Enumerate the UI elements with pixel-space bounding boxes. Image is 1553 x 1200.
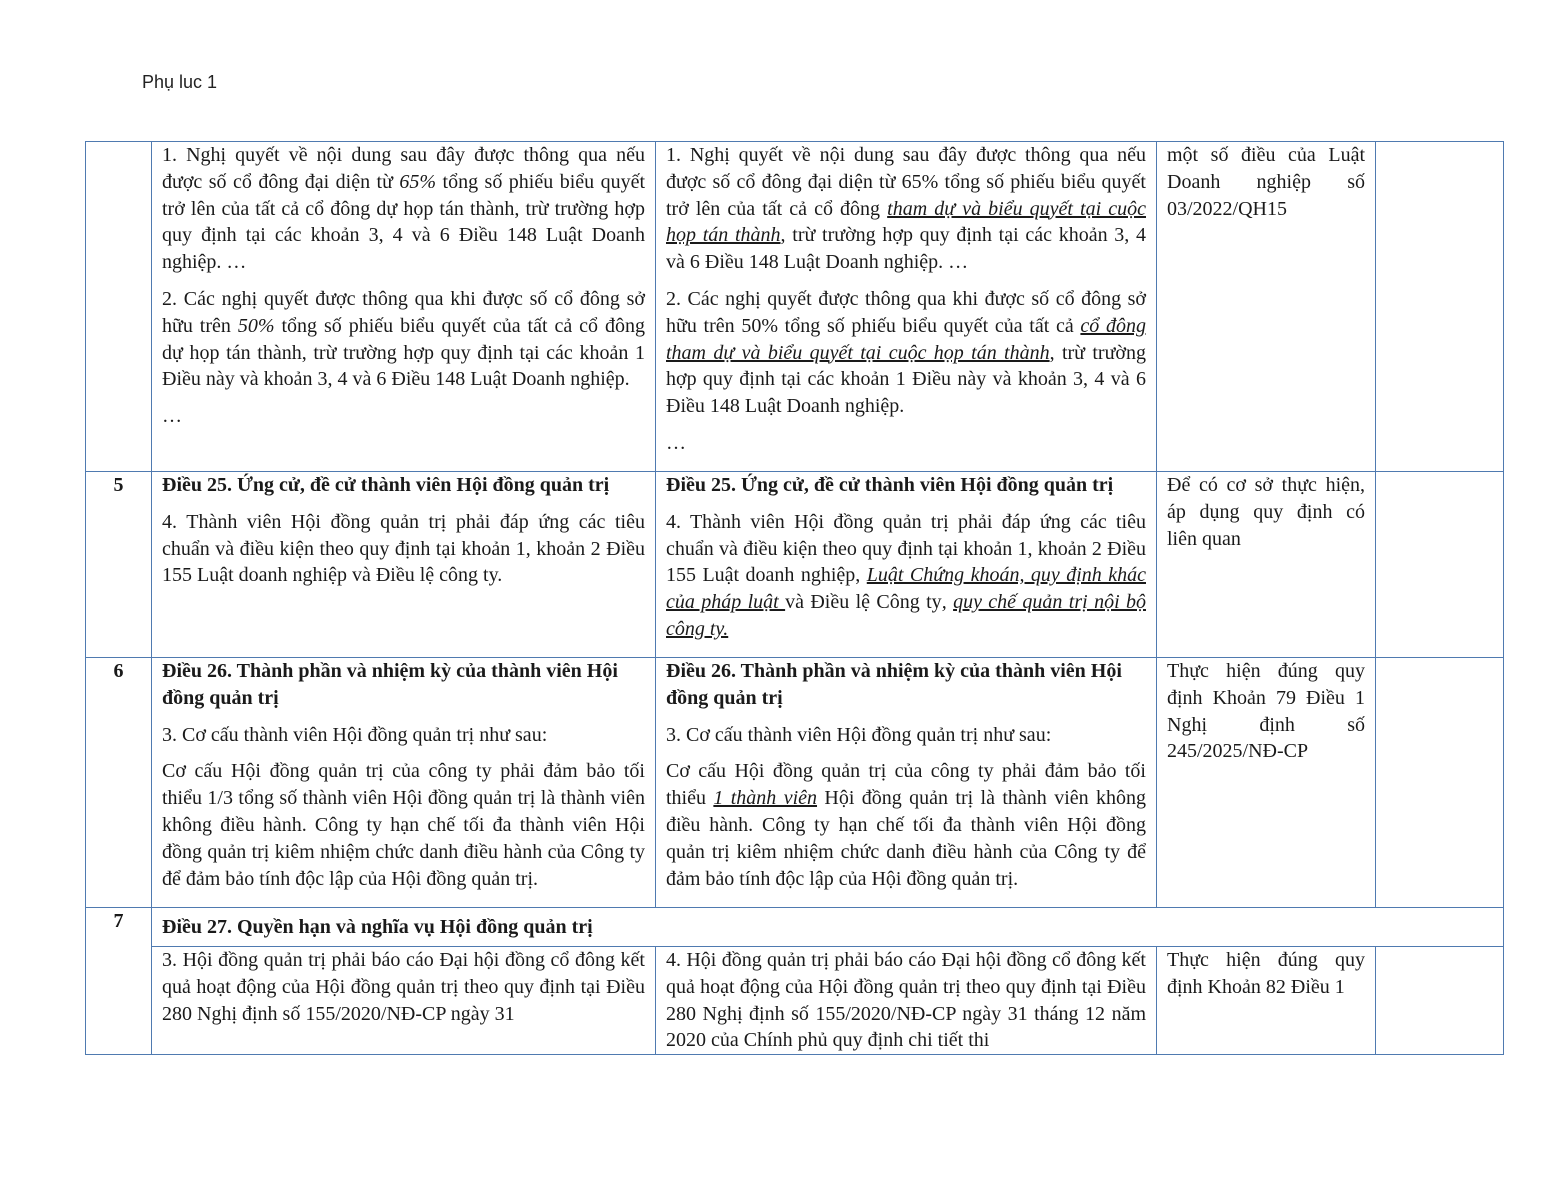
table-row [86,142,1504,472]
old-clause: 3. Hội đồng quản trị phải báo cáo Đại hội đồng cổ đông kết quả hoạt động của Hội đồng quản trị theo quy định tại Điều 280 Nghị định số 155/2020/NĐ-CP ngày 31 [162,949,645,1025]
article-heading-cell [152,908,1504,947]
new-clause: 4. Hội đồng quản trị phải báo cáo Đại hội đồng cổ đông kết quả hoạt động của Hội đồng quản trị theo quy định tại Điều 280 Nghị định số 155/2020/NĐ-CP ngày 31 tháng 12 năm 2020 của Chính phủ quy định chi tiết thi [666,949,1146,1052]
old-content-cell [152,658,656,908]
new-article-heading: Điều 26. Thành phần và nhiệm kỳ của thành viên Hội đồng quản trị [666,660,1122,709]
table-row [86,472,1504,658]
new-article-heading: Điều 25. Ứng cử, đề cử thành viên Hội đồng quản trị [666,474,1114,496]
old-clause-1: 1. Nghị quyết về nội dung sau đây được thông qua nếu được số cổ đông đại diện từ 65% tổng số phiếu biểu quyết trở lên của tất cả cổ đông dự họp tán thành, trừ trường hợp quy định tại các khoản 3, 4 và 6 Điều 148 Luật Doanh nghiệp. … [162,144,646,274]
old-content-cell [152,947,656,1055]
comparison-table [85,141,1504,1055]
new-ellipsis: … [666,431,686,454]
old-ellipsis: … [162,405,182,428]
new-content-cell [656,472,1157,658]
new-clause-detail: Cơ cấu Hội đồng quản trị của công ty phải đảm bảo tối thiểu 1 thành viên Hội đồng quản trị là thành viên không điều hành. Công ty hạn chế tối đa thành viên Hội đồng quản trị kiêm nhiệm chức danh điều hành của Công ty để đảm bảo tính độc lập của Hội đồng quản trị. [666,760,1147,890]
note-cell: một số điều của Luật Doanh nghiệp số 03/2022/QH15 [1157,142,1376,472]
new-clause-2: 2. Các nghị quyết được thông qua khi được số cổ đông sở hữu trên 50% tổng số phiếu biểu quyết của tất cả cổ đông tham dự và biểu quyết tại cuộc họp tán thành, trừ trường hợp quy định tại các khoản 1 Điều này và khoản 3, 4 và 6 Điều 148 Luật Doanh nghiệp. [666,287,1146,418]
new-clause: 3. Cơ cấu thành viên Hội đồng quản trị như sau: [666,723,1052,746]
new-content-cell [656,142,1157,472]
table-row [86,658,1504,908]
note-cell: Thực hiện đúng quy định Khoản 79 Điều 1 Nghị định số 245/2025/NĐ-CP [1157,658,1376,908]
empty-cell [1376,142,1504,472]
note-cell: Để có cơ sở thực hiện, áp dụng quy định có liên quan [1157,472,1376,658]
old-content-cell [152,142,656,472]
old-article-heading: Điều 25. Ứng cử, đề cử thành viên Hội đồng quản trị [162,474,610,496]
old-content-cell [152,472,656,658]
row-number [86,142,152,472]
row-number: 5 [86,472,152,658]
old-clause: 4. Thành viên Hội đồng quản trị phải đáp ứng các tiêu chuẩn và điều kiện theo quy định tại khoản 1, khoản 2 Điều 155 Luật doanh nghiệp và Điều lệ công ty. [162,510,645,587]
new-content-cell [656,658,1157,908]
empty-cell [1376,947,1504,1055]
empty-cell [1376,472,1504,658]
article-heading: Điều 27. Quyền hạn và nghĩa vụ Hội đồng quản trị [162,915,593,938]
table-row [86,947,1504,1055]
old-clause-detail: Cơ cấu Hội đồng quản trị của công ty phải đảm bảo tối thiểu 1/3 tổng số thành viên Hội đồng quản trị là thành viên không điều hành. Công ty hạn chế tối đa thành viên Hội đồng quản trị kiêm nhiệm chức danh điều hành của Công ty để đảm bảo tính độc lập của Hội đồng quản trị. [162,760,645,890]
old-article-heading: Điều 26. Thành phần và nhiệm kỳ của thành viên Hội đồng quản trị [162,660,618,709]
new-clause: 4. Thành viên Hội đồng quản trị phải đáp ứng các tiêu chuẩn và điều kiện theo quy định tại khoản 1, khoản 2 Điều 155 Luật doanh nghiệp, Luật Chứng khoán, quy định khác của pháp luật và Điều lệ Công ty, quy chế quản trị nội bộ công ty. [666,510,1146,640]
new-clause-1: 1. Nghị quyết về nội dung sau đây được thông qua nếu được số cổ đông đại diện từ 65% tổng số phiếu biểu quyết trở lên của tất cả cổ đông tham dự và biểu quyết tại cuộc họp tán thành, trừ trường hợp quy định tại các khoản 3, 4 và 6 Điều 148 Luật Doanh nghiệp. … [666,144,1146,274]
new-content-cell [656,947,1157,1055]
page-header: Phụ luc 1 [142,72,218,92]
empty-cell [1376,658,1504,908]
old-clause: 3. Cơ cấu thành viên Hội đồng quản trị như sau: [162,723,548,746]
table-row [86,908,1504,947]
row-number: 6 [86,658,152,908]
note-cell: Thực hiện đúng quy định Khoản 82 Điều 1 [1157,947,1376,1055]
row-number: 7 [86,908,152,1055]
old-clause-2: 2. Các nghị quyết được thông qua khi được số cổ đông sở hữu trên 50% tổng số phiếu biểu quyết của tất cả cổ đông dự họp tán thành, trừ trường hợp quy định tại các khoản 1 Điều này và khoản 3, 4 và 6 Điều 148 Luật Doanh nghiệp. [162,287,646,391]
